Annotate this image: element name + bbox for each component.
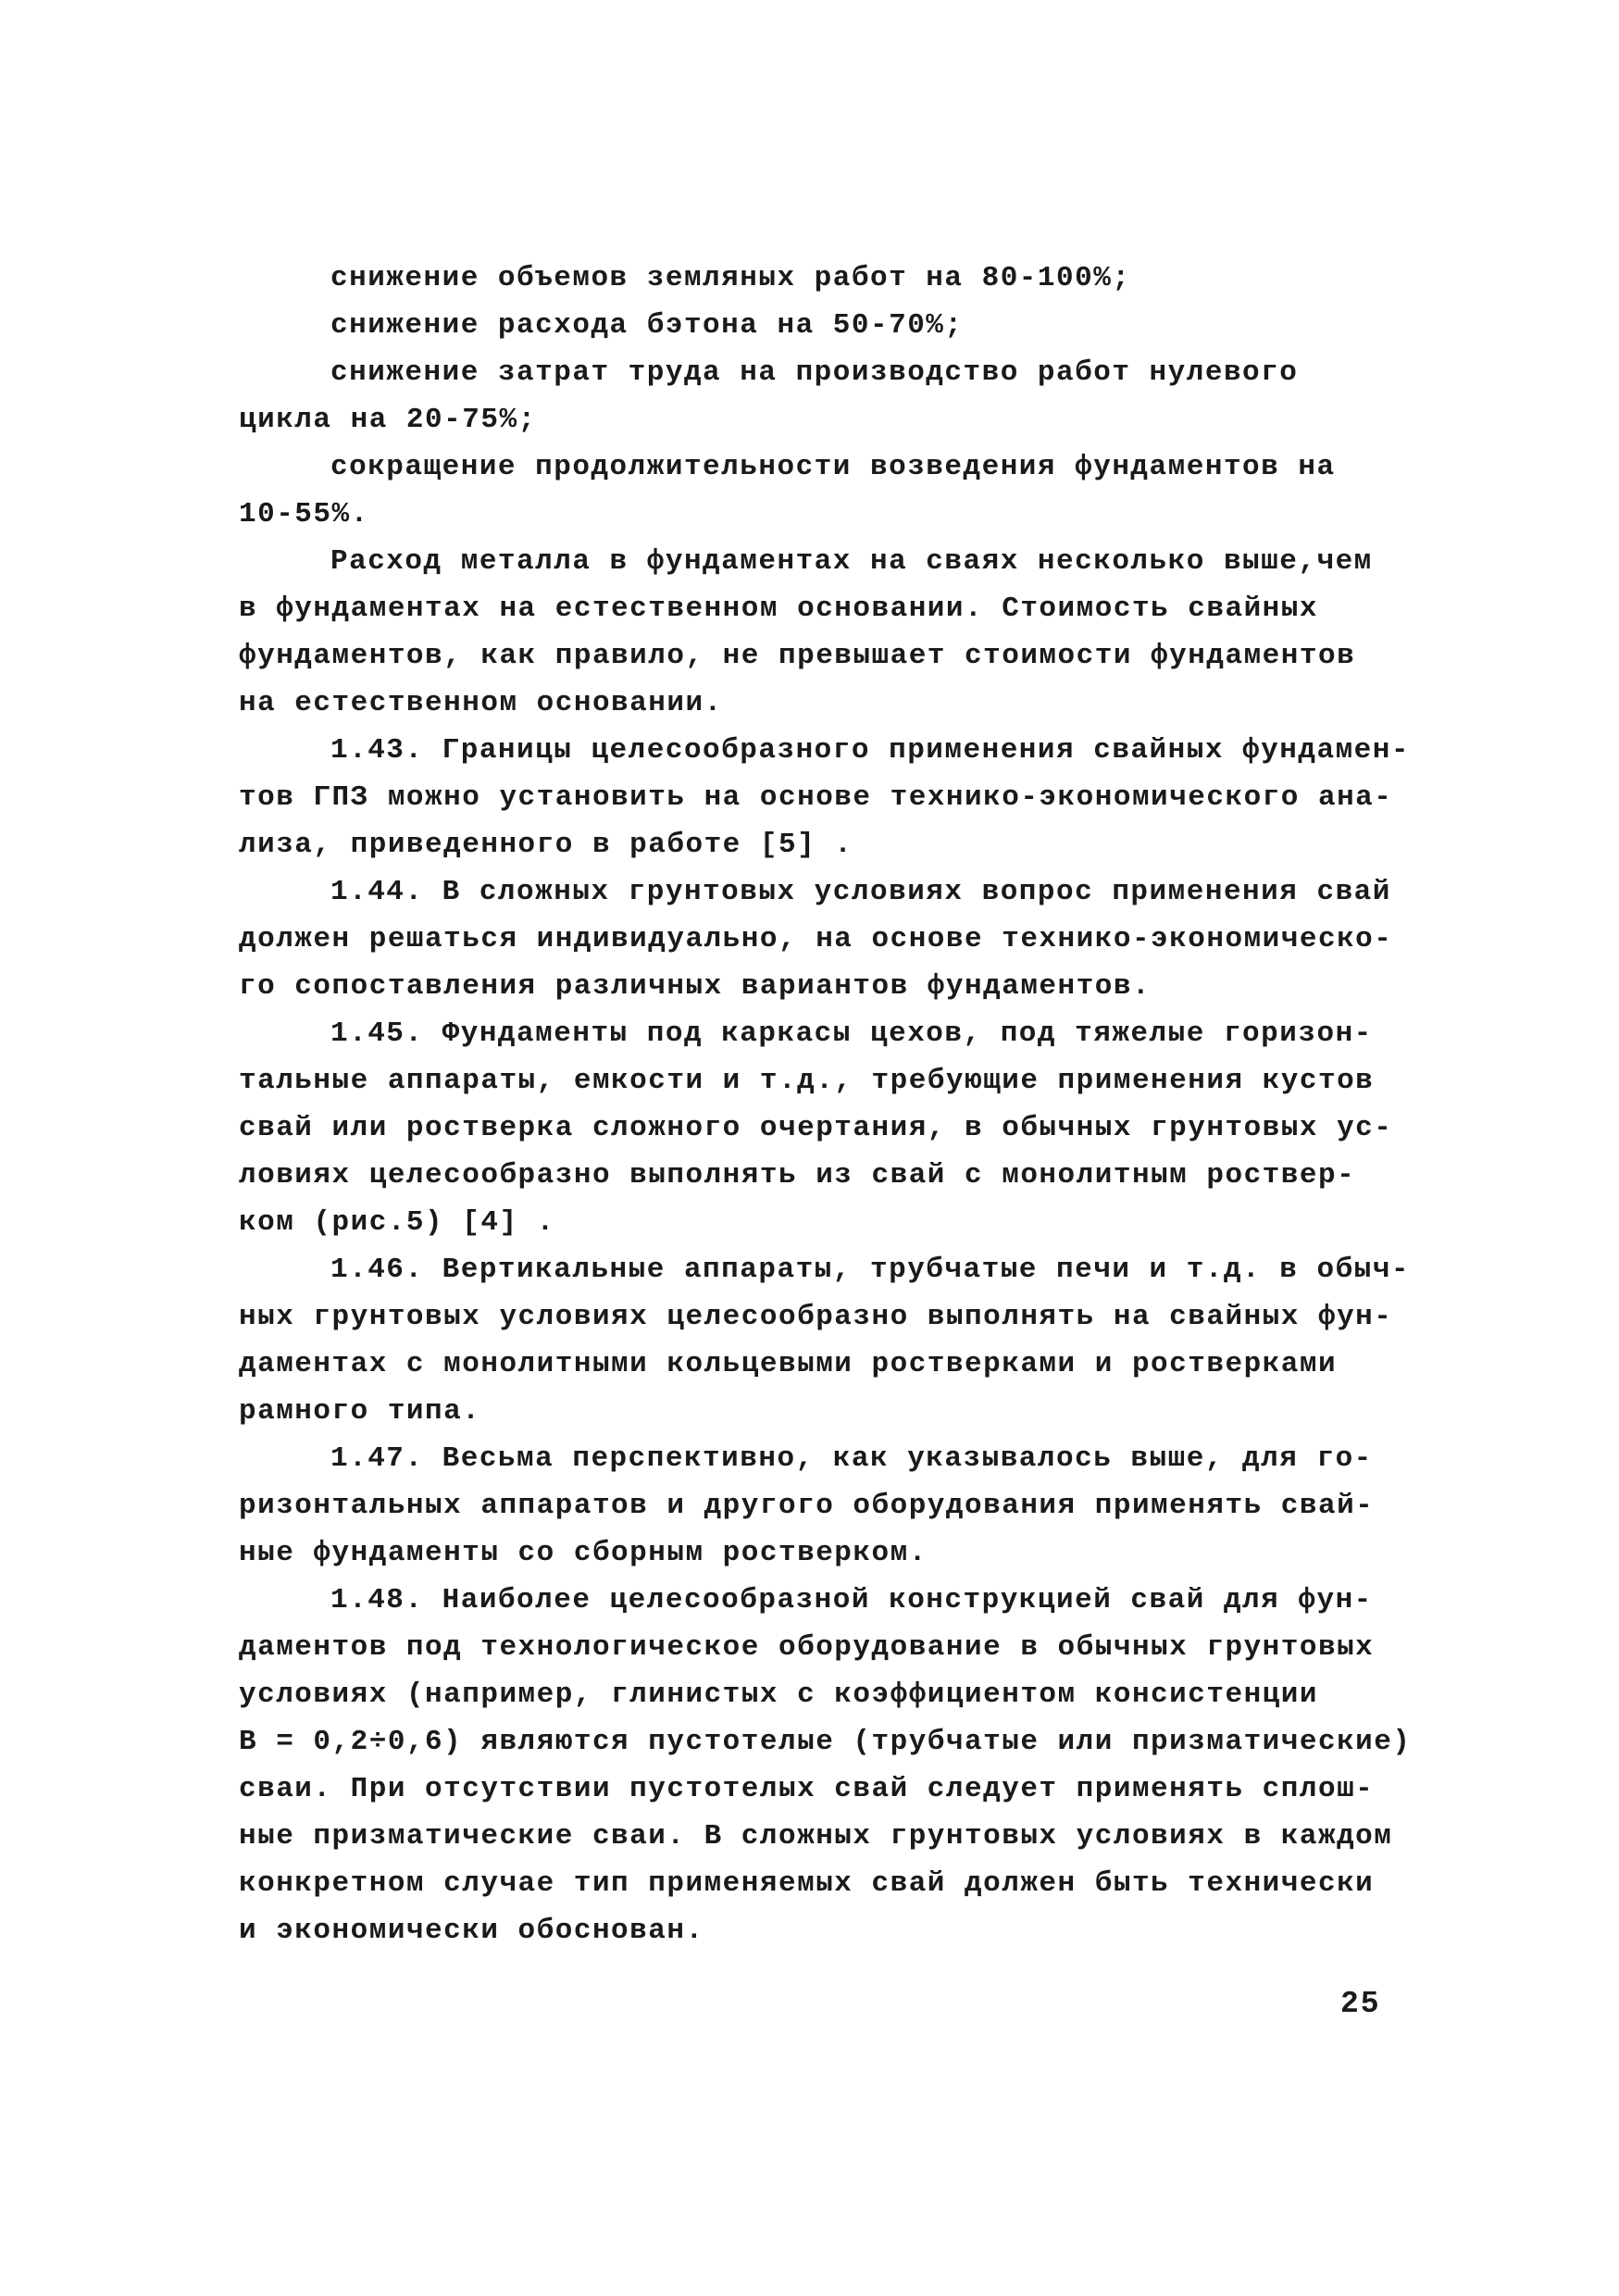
page-number: 25 [1340,1987,1381,2021]
text-line: снижение затрат труда на производство работ нулевого [330,356,1299,389]
body-text [239,255,1433,1954]
text-line: В = 0,2÷0,6) являются пустотелые (трубчатые или призматические) [239,1726,1412,1758]
text-line: 1.48. Наиболее целесообразной конструкцией свай для фун- [330,1584,1373,1616]
text-line: на естественном основании. [239,687,723,719]
text-line: и экономически обоснован. [239,1915,704,1947]
text-line: 10-55%. [239,498,369,530]
text-line: рамного типа. [239,1395,481,1428]
text-line: свай или ростверка сложного очертания, в обычных грунтовых ус- [239,1112,1393,1144]
text-line: цикла на 20-75%; [239,404,537,436]
text-line: 1.47. Весьма перспективно, как указывалось выше, для го- [330,1442,1373,1475]
text-line: даментов под технологическое оборудование в обычных грунтовых [239,1631,1375,1664]
text-line: сваи. При отсутствии пустотелых свай следует применять сплош- [239,1773,1375,1805]
text-line: го сопоставления различных вариантов фундаментов. [239,970,1152,1003]
text-line: в фундаментах на естественном основании. Стоимость свайных [239,593,1318,625]
text-line: условиях (например, глинистых с коэффициентом консистенции [239,1678,1318,1711]
text-line: 1.43. Границы целесообразного применения свайных фундамен- [330,734,1410,767]
text-line: ризонтальных аппаратов и другого оборудования применять свай- [239,1490,1375,1522]
text-line: 1.44. В сложных грунтовых условиях вопрос применения свай [330,876,1391,908]
text-line: снижение расхода бэтона на 50-70%; [330,309,964,342]
text-line: снижение объемов земляных работ на 80-100%; [330,262,1131,294]
text-line: ком (рис.5) [4] . [239,1206,555,1239]
text-line: ные фундаменты со сборным ростверком. [239,1537,928,1569]
text-line: тальные аппараты, емкости и т.д., требующие применения кустов [239,1065,1375,1097]
text-line: должен решаться индивидуально, на основе технико-экономическо- [239,923,1393,955]
text-line: ные призматические сваи. В сложных грунтовых условиях в каждом [239,1820,1393,1853]
text-line: сокращение продолжительности возведения фундаментов на [330,451,1336,483]
text-line: 1.45. Фундаменты под каркасы цехов, под тяжелые горизон- [330,1017,1373,1050]
text-line: 1.46. Вертикальные аппараты, трубчатые печи и т.д. в обыч- [330,1254,1410,1286]
text-line: ных грунтовых условиях целесообразно выполнять на свайных фун- [239,1301,1393,1333]
text-line: лиза, приведенного в работе [5] . [239,829,853,861]
text-line: тов ГПЗ можно установить на основе технико-экономического ана- [239,781,1393,814]
text-line: конкретном случае тип применяемых свай должен быть технически [239,1867,1375,1900]
text-line: Расход металла в фундаментах на сваях несколько выше,чем [330,545,1373,578]
text-line: ловиях целесообразно выполнять из свай с монолитным роствер- [239,1159,1356,1192]
text-line: даментах с монолитными кольцевыми ростверками и ростверками [239,1348,1338,1380]
text-line: фундаментов, как правило, не превышает стоимости фундаментов [239,640,1356,672]
